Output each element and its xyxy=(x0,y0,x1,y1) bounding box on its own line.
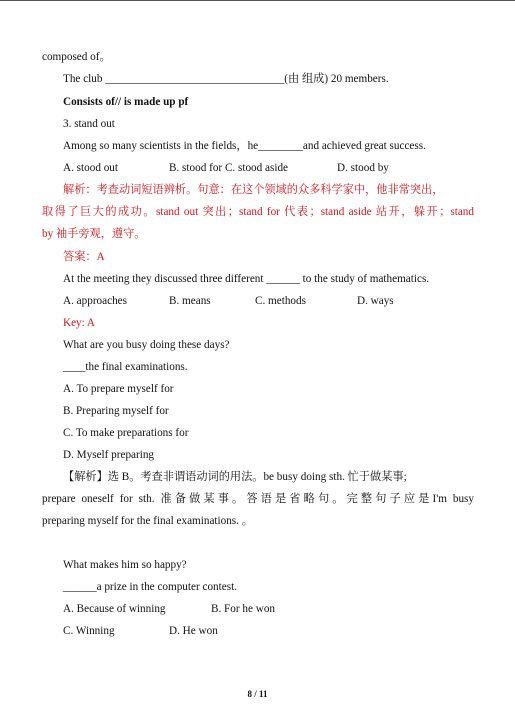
answer-line: 答案：A xyxy=(63,251,105,263)
key-line: Key: A xyxy=(63,317,96,329)
option-d: D. He won xyxy=(169,625,218,637)
question-line: At the meeting they discussed three different ______ to the study of mathematics. xyxy=(63,273,430,285)
option-d: D. ways xyxy=(357,295,394,307)
option-a: A. stood out xyxy=(63,162,119,174)
dialogue-line: ______a prize in the computer contest. xyxy=(63,581,237,593)
option-b: B. means xyxy=(169,295,211,307)
analysis-line: preparing myself for the final examinations. 。 xyxy=(42,515,253,527)
analysis-line: 【解析】选 B。考查非谓语动词的用法。be busy doing sth. 忙于做某事; xyxy=(63,471,407,483)
text-line: composed of。 xyxy=(42,51,111,63)
dialogue-line: ____the final examinations. xyxy=(63,361,188,373)
options-row xyxy=(63,161,389,175)
option-d: D. stood by xyxy=(337,162,389,174)
option-a: A. To prepare myself for xyxy=(63,383,174,395)
option-b: B. Preparing myself for xyxy=(63,405,169,417)
answer-line: Consists of// is made up pf xyxy=(63,96,189,108)
option-b-c: B. stood for C. stood aside xyxy=(169,162,289,174)
fill-blank-line: The club ________________________________(由 组成) 20 members. xyxy=(63,73,389,85)
option-d: D. Myself preparing xyxy=(63,449,155,461)
dialogue-line: What makes him so happy? xyxy=(63,559,187,571)
option-c: C. To make preparations for xyxy=(63,427,189,439)
analysis-line: 解析：考查动词短语辨析。句意：在这个领域的众多科学家中，他非常突出， xyxy=(63,184,444,196)
question-line: Among so many scientists in the fields，he________and achieved great success. xyxy=(63,140,426,152)
option-a: A. approaches xyxy=(63,295,127,307)
analysis-line: 取得了巨大的成功。stand out 突出；stand for 代表；stand aside 站开，躲开；stand xyxy=(42,206,474,218)
option-c: C. Winning xyxy=(63,625,115,637)
page-number: 8 / 11 xyxy=(247,689,268,699)
analysis-line: prepare oneself for sth. 准备做某事。答语是省略句。完整句子应是I'm busy xyxy=(42,493,474,505)
dialogue-line: What are you busy doing these days? xyxy=(63,339,230,351)
option-c: C. methods xyxy=(255,295,306,307)
options-row xyxy=(63,602,275,616)
option-a: A. Because of winning xyxy=(63,603,166,615)
analysis-line: by 袖手旁观，遵守。 xyxy=(42,228,146,240)
option-b: B. For he won xyxy=(211,603,276,615)
item-heading: 3. stand out xyxy=(63,118,115,130)
options-row xyxy=(63,624,218,638)
top-rule xyxy=(0,0,515,1)
options-row xyxy=(63,294,394,308)
